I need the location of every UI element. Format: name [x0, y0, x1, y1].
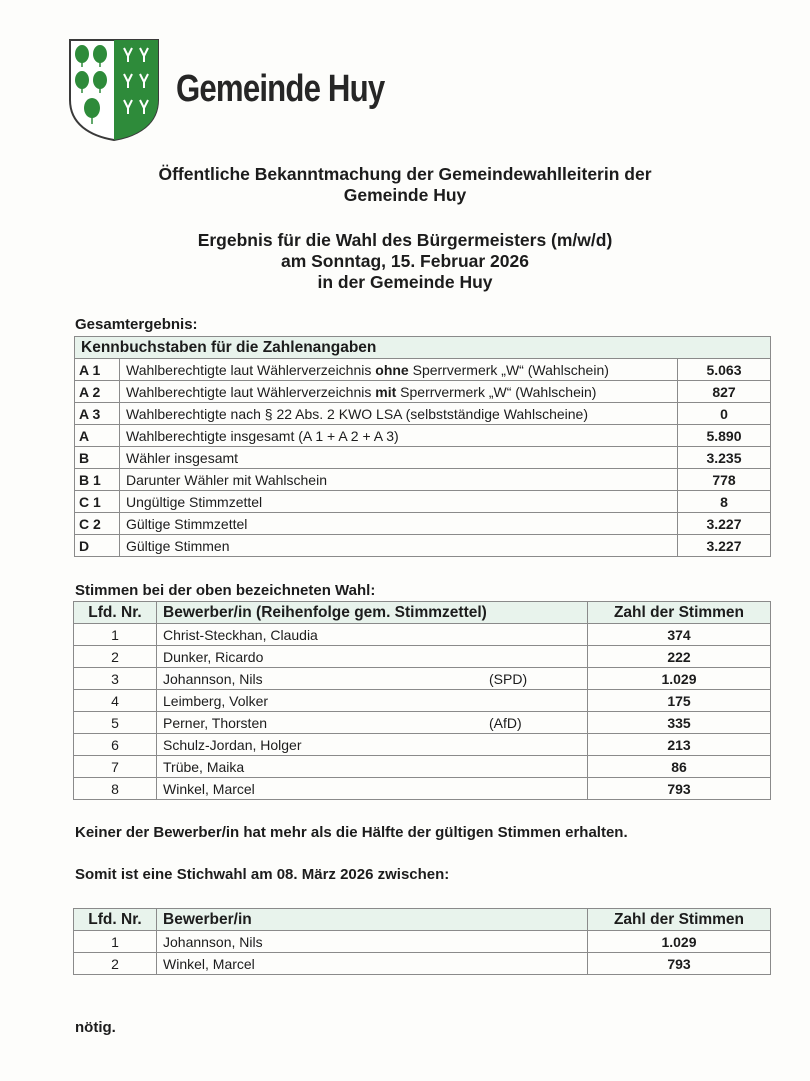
overall-section-label: Gesamtergebnis:: [75, 316, 198, 333]
row-code: B 1: [75, 469, 120, 491]
row-description: [120, 359, 678, 381]
runoff-votes: 1.029: [588, 931, 771, 953]
candidate-nr: 1: [74, 624, 157, 646]
runoff-name: Johannson, Nils: [157, 931, 588, 953]
overall-table-header: Kennbuchstaben für die Zahlenangaben: [75, 337, 771, 359]
row-description: [120, 425, 678, 447]
result-title: [0, 230, 810, 293]
result-title-line-1: Ergebnis für die Wahl des Bürgermeisters (m/w/d): [197, 230, 613, 250]
overall-row: [75, 403, 771, 425]
overall-row: [75, 381, 771, 403]
candidate-name: Johannson, Nils: [157, 668, 490, 690]
row-description-text: Wähler insgesamt: [126, 449, 239, 466]
row-value: 827: [678, 381, 771, 403]
row-value: 3.227: [678, 535, 771, 557]
row-value: 5.063: [678, 359, 771, 381]
candidate-row: [74, 668, 771, 690]
runoff-statement: Somit ist eine Stichwahl am 08. März 2026 zwischen:: [75, 866, 450, 883]
candidate-name: Perner, Thorsten: [157, 712, 490, 734]
candidate-row: [74, 646, 771, 668]
row-description: [120, 535, 678, 557]
candidate-name: Leimberg, Volker: [157, 690, 490, 712]
row-description-suffix: Sperrvermerk „W“ (Wahlschein): [396, 383, 597, 400]
row-value: 5.890: [678, 425, 771, 447]
row-value: 3.227: [678, 513, 771, 535]
candidate-party: (AfD): [489, 712, 588, 734]
runoff-nr: 2: [74, 953, 157, 975]
overall-results-table: [74, 336, 771, 557]
announcement-heading: [0, 164, 810, 206]
row-value: 778: [678, 469, 771, 491]
candidate-row: [74, 624, 771, 646]
row-description: [120, 447, 678, 469]
candidate-party: [489, 734, 588, 756]
announcement-line-1: Öffentliche Bekanntmachung der Gemeindewahlleiterin der: [158, 164, 652, 184]
overall-row: [75, 425, 771, 447]
row-description-emphasis: ohne: [375, 361, 409, 378]
runoff-nr: 1: [74, 931, 157, 953]
runoff-col-nr: Lfd. Nr.: [74, 909, 157, 931]
candidate-row: [74, 734, 771, 756]
runoff-col-votes: Zahl der Stimmen: [588, 909, 771, 931]
candidate-votes: 175: [588, 690, 771, 712]
footer-text: nötig.: [75, 1019, 116, 1036]
candidate-votes: 374: [588, 624, 771, 646]
row-description-text: Wahlberechtigte laut Wählerverzeichnis: [126, 361, 376, 378]
overall-row: [75, 491, 771, 513]
candidate-party: [489, 778, 588, 800]
row-code: B: [75, 447, 120, 469]
candidate-party: [489, 756, 588, 778]
row-description: [120, 513, 678, 535]
candidate-nr: 3: [74, 668, 157, 690]
row-description: [120, 491, 678, 513]
candidate-nr: 8: [74, 778, 157, 800]
row-code: D: [75, 535, 120, 557]
candidate-nr: 5: [74, 712, 157, 734]
row-description-text: Gültige Stimmen: [126, 537, 230, 554]
overall-row: [75, 359, 771, 381]
votes-col-nr: Lfd. Nr.: [74, 602, 157, 624]
row-value: 8: [678, 491, 771, 513]
row-value: 3.235: [678, 447, 771, 469]
overall-row: [75, 447, 771, 469]
overall-row: [75, 513, 771, 535]
candidate-votes: 793: [588, 778, 771, 800]
row-code: C 1: [75, 491, 120, 513]
overall-row: [75, 535, 771, 557]
votes-col-candidate: Bewerber/in (Reihenfolge gem. Stimmzettel): [157, 602, 588, 624]
row-description-text: Wahlberechtigte nach § 22 Abs. 2 KWO LSA (selbstständige Wahlscheine): [126, 405, 588, 422]
result-title-line-2: am Sonntag, 15. Februar 2026: [280, 251, 529, 271]
candidate-votes: 86: [588, 756, 771, 778]
candidate-votes: 222: [588, 646, 771, 668]
runoff-name: Winkel, Marcel: [157, 953, 588, 975]
no-majority-statement: Keiner der Bewerber/in hat mehr als die Hälfte der gültigen Stimmen erhalten.: [75, 824, 628, 841]
candidate-name: Schulz-Jordan, Holger: [157, 734, 490, 756]
row-description-suffix: Sperrvermerk „W“ (Wahlschein): [408, 361, 609, 378]
row-description-text: Gültige Stimmzettel: [126, 515, 248, 532]
row-description-text: Ungültige Stimmzettel: [126, 493, 263, 510]
candidate-row: [74, 690, 771, 712]
candidate-nr: 7: [74, 756, 157, 778]
candidate-name: Winkel, Marcel: [157, 778, 490, 800]
runoff-row: [74, 931, 771, 953]
municipality-name: Gemeinde Huy: [176, 68, 385, 110]
candidate-row: [74, 778, 771, 800]
overall-row: [75, 469, 771, 491]
votes-section-label: Stimmen bei der oben bezeichneten Wahl:: [75, 582, 376, 599]
row-code: C 2: [75, 513, 120, 535]
candidate-party: [489, 690, 588, 712]
result-title-line-3: in der Gemeinde Huy: [317, 272, 493, 292]
candidate-party: [489, 646, 588, 668]
candidate-name: Trübe, Maika: [157, 756, 490, 778]
row-description-emphasis: mit: [375, 383, 397, 400]
candidate-nr: 6: [74, 734, 157, 756]
candidate-nr: 4: [74, 690, 157, 712]
row-code: A: [75, 425, 120, 447]
candidate-votes: 335: [588, 712, 771, 734]
candidate-votes: 213: [588, 734, 771, 756]
candidate-party: [489, 624, 588, 646]
runoff-table: [73, 908, 771, 975]
votes-table: [73, 601, 771, 800]
candidate-party: (SPD): [489, 668, 588, 690]
row-description-text: Darunter Wähler mit Wahlschein: [126, 471, 327, 488]
municipality-coat-of-arms: [68, 38, 160, 142]
row-code: A 2: [75, 381, 120, 403]
row-description: [120, 469, 678, 491]
candidate-row: [74, 712, 771, 734]
announcement-line-2: Gemeinde Huy: [343, 185, 467, 205]
runoff-votes: 793: [588, 953, 771, 975]
row-description: [120, 403, 678, 425]
votes-col-votes: Zahl der Stimmen: [588, 602, 771, 624]
candidate-name: Christ-Steckhan, Claudia: [157, 624, 490, 646]
row-code: A 1: [75, 359, 120, 381]
candidate-nr: 2: [74, 646, 157, 668]
row-value: 0: [678, 403, 771, 425]
row-description-text: Wahlberechtigte insgesamt (A 1 + A 2 + A 3): [126, 427, 399, 444]
row-description-text: Wahlberechtigte laut Wählerverzeichnis: [126, 383, 376, 400]
runoff-col-candidate: Bewerber/in: [157, 909, 588, 931]
runoff-row: [74, 953, 771, 975]
row-code: A 3: [75, 403, 120, 425]
candidate-name: Dunker, Ricardo: [157, 646, 490, 668]
candidate-row: [74, 756, 771, 778]
candidate-votes: 1.029: [588, 668, 771, 690]
row-description: [120, 381, 678, 403]
